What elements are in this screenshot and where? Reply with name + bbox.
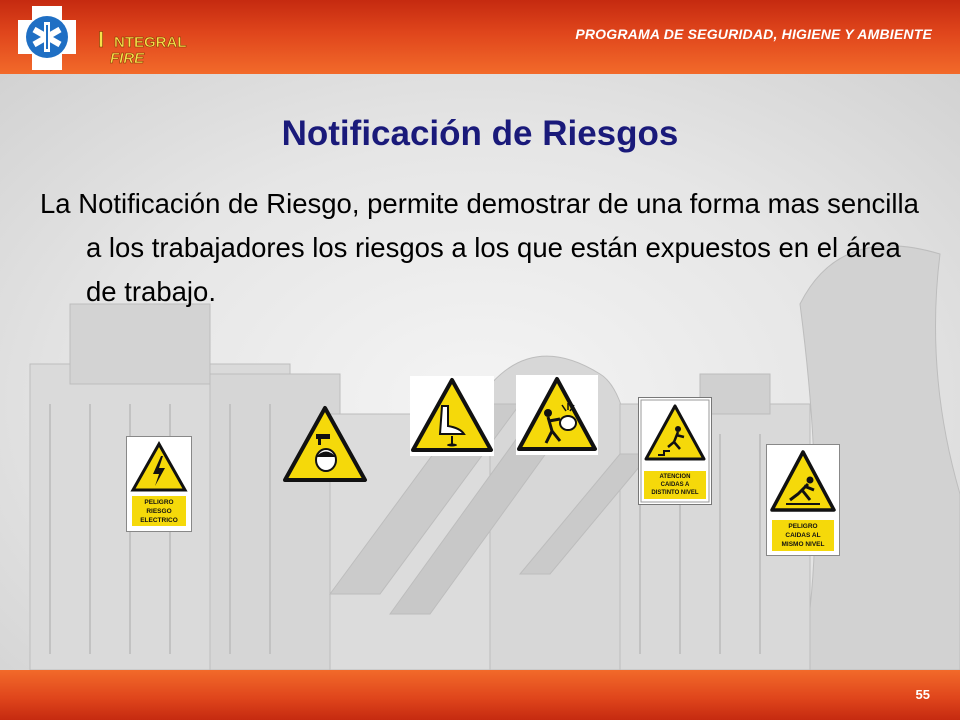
sign-text-line: DISTINTO NIVEL xyxy=(651,490,699,496)
electric-risk-sign xyxy=(126,436,192,532)
falling-object-sign xyxy=(516,375,598,455)
sign-text-line: CAIDAS A xyxy=(660,482,690,488)
footer-bar xyxy=(0,670,960,720)
fall-different-level-sign xyxy=(638,397,712,505)
industrial-plant-illustration xyxy=(0,74,960,670)
page-number: 55 xyxy=(915,687,930,702)
star-of-life-icon xyxy=(18,6,76,70)
slide-body xyxy=(0,74,960,670)
integral-fire-logo xyxy=(10,0,220,74)
program-title: PROGRAMA DE SEGURIDAD, HIGIENE Y AMBIENTE xyxy=(575,26,932,42)
sign-text-line: CAIDAS AL xyxy=(785,532,821,539)
fall-same-level-sign xyxy=(766,444,840,556)
sign-text-line: PELIGRO xyxy=(788,523,818,530)
logo-wordmark-top: I xyxy=(98,27,105,52)
head-protection-sign xyxy=(282,404,368,484)
sign-text-line: PELIGRO xyxy=(144,499,174,506)
foot-injury-sign xyxy=(410,376,494,456)
slide-body-text: La Notificación de Riesgo, permite demostrar de una forma mas sencilla a los trabajadores los riesgos a los que están expuestos en el área de trabajo. xyxy=(40,188,919,307)
logo-wordmark-bottom: FIRE xyxy=(110,50,145,67)
slide-title: Notificación de Riesgos xyxy=(281,114,679,153)
logo-wordmark-rest: NTEGRAL xyxy=(114,34,187,51)
header-bar xyxy=(0,0,960,74)
sign-text-line: RIESGO xyxy=(146,508,172,515)
sign-text-line: MISMO NIVEL xyxy=(781,541,825,548)
sign-text-line: ELECTRICO xyxy=(140,517,178,524)
sign-text-line: ATENCION xyxy=(659,474,691,480)
